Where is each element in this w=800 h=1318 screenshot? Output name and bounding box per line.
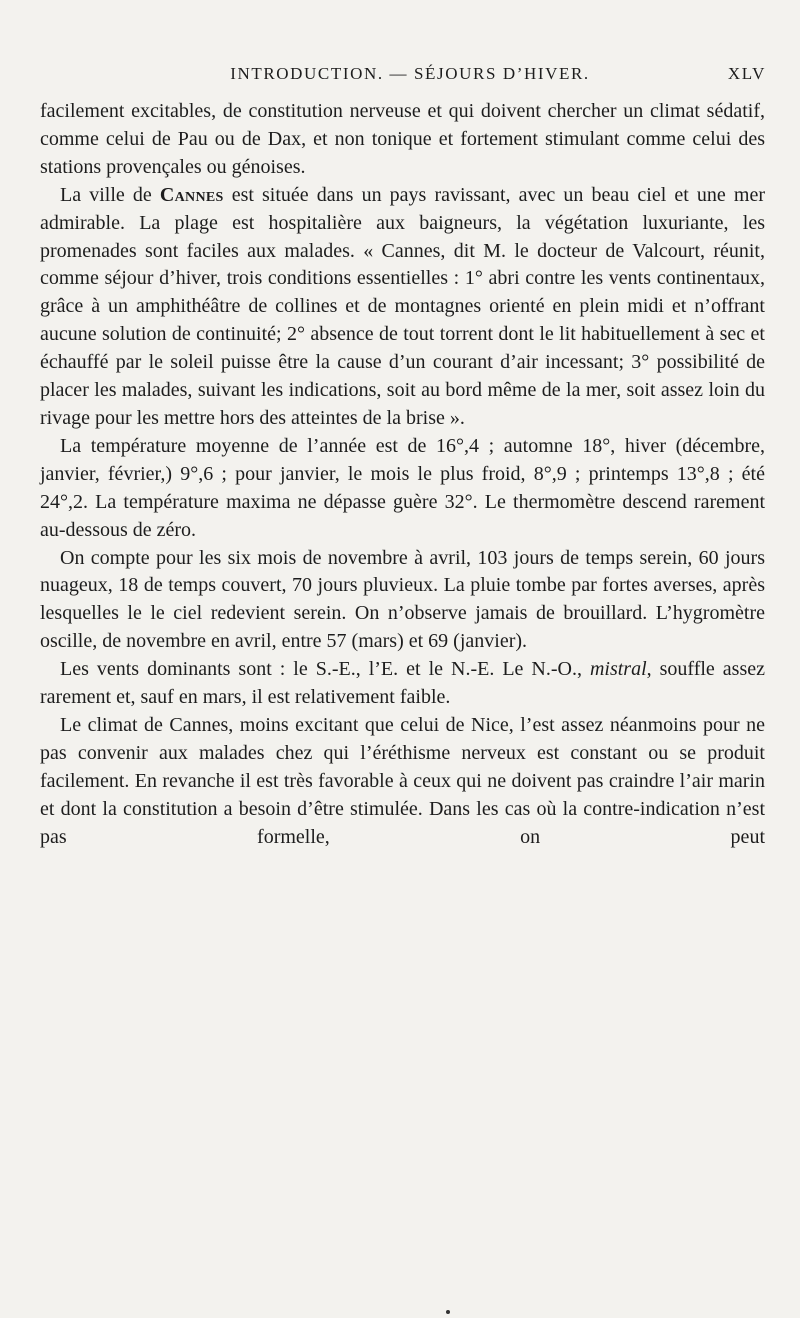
paragraph-climate: Le climat de Cannes, moins excitant que celui de Nice, l’est assez néanmoins pour ne pas convenir aux malades chez qui l’éréthisme nerveux est constant ou se produit facilement. En revanche il est très favorable à ceux qui ne doivent pas craindre l’air marin et dont la constitution a besoin d’être stimulée. Dans les cas où la contre-indication n’est pas formelle, on peut (40, 713, 765, 848)
book-page (40, 62, 780, 1312)
paragraph-lead: Les vents dominants sont : le S.-E., l’E. et le N.-E. Le N.-O., (60, 658, 590, 681)
paragraph-temperature: La température moyenne de l’année est de 16°,4 ; automne 18°, hiver (décembre, janvier, février,) 9°,6 ; pour janvier, le mois le plus froid, 8°,9 ; printemps 13°,8 ; été 24°,2. La température maxima ne dépasse guère 32°. Le thermomètre descend rarement au-dessous de zéro. (40, 434, 765, 541)
paragraph-weather-days: On compte pour les six mois de novembre à avril, 103 jours de temps serein, 60 jours nuageux, 18 de temps couvert, 70 jours pluvieux. La pluie tombe par fortes averses, après lesquelles le le ciel redevient serein. On n’observe jamais de brouillard. L’hygromètre oscille, de novembre en avril, entre 57 (mars) et 69 (janvier). (40, 546, 765, 653)
running-head (40, 62, 780, 86)
page-number: XLV (727, 64, 766, 83)
body-text (40, 98, 765, 851)
running-head-title: INTRODUCTION. — SÉJOURS D’HIVER. (230, 64, 590, 83)
paragraph-cannes-intro (40, 182, 765, 433)
paragraph-rest: est située dans un pays ravissant, avec un beau ciel et une mer admirable. La plage est hospitalière aux baigneurs, la végétation luxuriante, les promenades sont faciles aux malades. « Cannes, dit M. le docteur de Valcourt, réunit, comme séjour d’hiver, trois conditions essentielles : 1° abri contre les vents continentaux, grâce à un amphithéâtre de collines et de montagnes orienté en plein midi et n’offrant aucune solution de continuité; 2° absence de tout torrent dont le lit habituellement à sec et échauffé par le soleil puisse être la cause d’un courant d’air incessant; 3° possibilité de placer les malades, suivant les indications, soit au bord même de la mer, soit assez loin du rivage pour les mettre hors des atteintes de la brise ». (40, 183, 766, 429)
printer-mark (446, 1310, 450, 1314)
city-name-cannes: Cannes (159, 183, 224, 206)
paragraph-winds (40, 656, 765, 712)
paragraph-rest: , souffle assez rarement et, sauf en mars, il est relativement faible. (40, 658, 766, 709)
paragraph-lead: La ville de (60, 183, 160, 206)
wind-name-mistral: mistral (589, 658, 647, 681)
paragraph-continuation: facilement excitables, de constitution nerveuse et qui doivent chercher un climat sédatif, comme celui de Pau ou de Dax, et non tonique et fortement stimulant comme celui des stations provençales ou génoises. (40, 100, 765, 178)
